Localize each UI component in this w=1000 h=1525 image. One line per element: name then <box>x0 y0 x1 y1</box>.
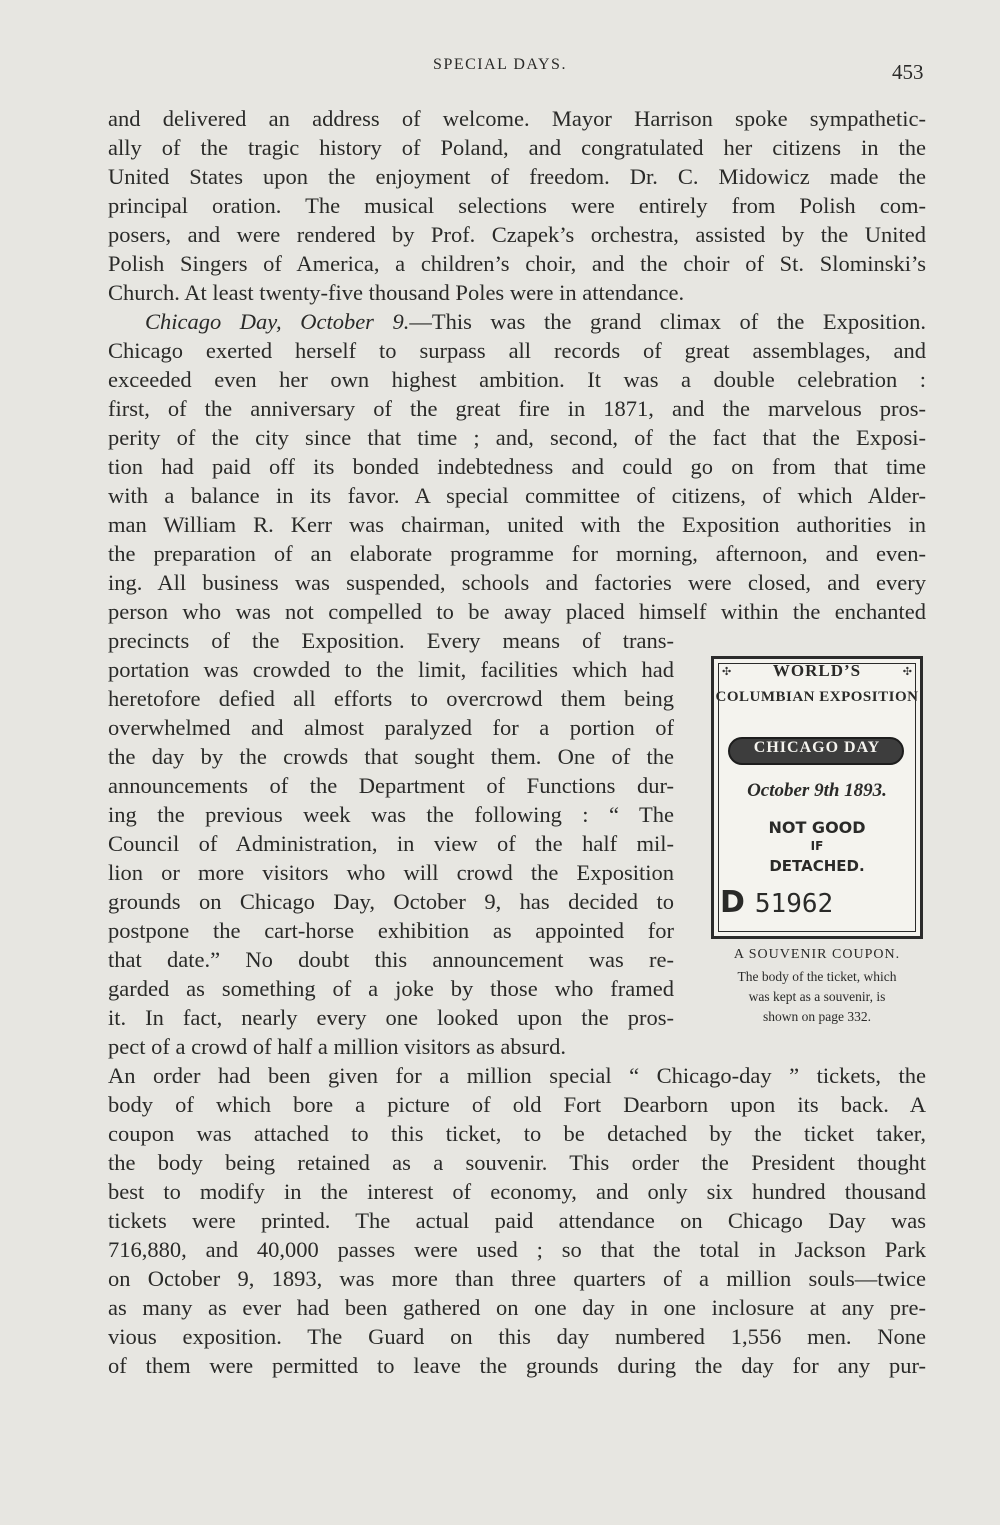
running-head: SPECIAL DAYS. <box>433 56 567 73</box>
text-line: perity of the city since that time ; and, second, of the fact that the Exposi- <box>108 425 926 450</box>
text-line: ing. All business was suspended, schools and factories were closed, and every <box>108 570 926 595</box>
caption-line: The body of the ticket, which <box>737 969 897 984</box>
coupon-serial <box>720 885 910 920</box>
text-line: the body being retained as a souvenir. This order the President thought <box>108 1150 926 1175</box>
text-line: overwhelmed and almost paralyzed for a portion of <box>108 715 674 740</box>
text-line: grounds on Chicago Day, October 9, has decided to <box>108 889 674 914</box>
text-line: man William R. Kerr was chairman, united with the Exposition authorities in <box>108 512 926 537</box>
chicago-day-heading: Chicago Day, October 9. <box>145 309 410 334</box>
caption-line: was kept as a souvenir, is <box>748 989 886 1004</box>
text-line: Chicago exerted herself to surpass all records of great assemblages, and <box>108 338 926 363</box>
text-line: it. In fact, nearly every one looked upon the pros- <box>108 1005 674 1030</box>
text-line: with a balance in its favor. A special committee of citizens, of which Alder- <box>108 483 926 508</box>
text-line: of them were permitted to leave the grounds during the day for any pur- <box>108 1353 926 1378</box>
text-line: person who was not compelled to be away placed himself within the enchanted <box>108 599 926 624</box>
corner-ornament-icon: ✣ <box>722 666 732 678</box>
text-line: ally of the tragic history of Poland, and congratulated her citizens in the <box>108 135 926 160</box>
page-number: 453 <box>892 60 924 84</box>
text-line: ing the previous week was the following : “ The <box>108 802 674 827</box>
coupon-serial-number: 51962 <box>754 889 834 919</box>
text-line: tion had paid off its bonded indebtedness and could go on from that time <box>108 454 926 479</box>
coupon-chicago-day: CHICAGO DAY <box>753 739 881 756</box>
text-line: Council of Administration, in view of the half mil- <box>108 831 674 856</box>
souvenir-coupon-figure <box>708 656 926 1027</box>
text-line: An order had been given for a million special “ Chicago-day ” tickets, the <box>108 1063 926 1088</box>
text-line: tickets were printed. The actual paid attendance on Chicago Day was <box>108 1208 926 1233</box>
chicago-day-lead: —This was the grand climax of the Exposition. <box>409 309 927 334</box>
text-line: 716,880, and 40,000 passes were used ; so that the total in Jackson Park <box>108 1237 926 1262</box>
text-line: best to modify in the interest of economy, and only six hundred thousand <box>108 1179 926 1204</box>
text-line: United States upon the enjoyment of freedom. Dr. C. Midowicz made the <box>108 164 926 189</box>
text-line: pect of a crowd of half a million visitors as absurd. <box>108 1034 567 1059</box>
text-line: heretofore defied all efforts to overcrowd them being <box>108 686 674 711</box>
text-line: announcements of the Department of Functions dur- <box>108 773 674 798</box>
text-line: principal oration. The musical selections were entirely from Polish com- <box>108 193 926 218</box>
text-line: first, of the anniversary of the great fire in 1871, and the marvelous pros- <box>108 396 926 421</box>
text-line: Church. At least twenty-five thousand Poles were in attendance. <box>108 280 685 305</box>
text-line: the preparation of an elaborate programme for morning, afternoon, and even- <box>108 541 926 566</box>
text-line: lion or more visitors who will crowd the Exposition <box>108 860 674 885</box>
coupon-exposition: COLUMBIAN EXPOSITION <box>715 689 919 705</box>
text-line: coupon was attached to this ticket, to be detached by the ticket taker, <box>108 1121 926 1146</box>
coupon-detached: DETACHED. <box>769 857 865 875</box>
text-line: Polish Singers of America, a children’s choir, and the choir of St. Slominski’s <box>108 251 926 276</box>
coupon-worlds: WORLD’S <box>772 661 862 680</box>
text-line: and delivered an address of welcome. Mayor Harrison spoke sympathetic- <box>108 106 926 131</box>
coupon-serial-letter: D <box>720 885 745 920</box>
text-line: garded as something of a joke by those who framed <box>108 976 674 1001</box>
coupon-if: IF <box>810 839 824 853</box>
caption-line: shown on page 332. <box>763 1009 871 1024</box>
coupon-image <box>711 656 923 939</box>
text-line: as many as ever had been gathered on one day in one inclosure at any pre- <box>108 1295 926 1320</box>
text-line: body of which bore a picture of old Fort Dearborn upon its back. A <box>108 1092 926 1117</box>
coupon-not-good: NOT GOOD <box>768 818 866 837</box>
text-line: posers, and were rendered by Prof. Czapek’s orchestra, assisted by the United <box>108 222 926 247</box>
text-line: exceeded even her own highest ambition. It was a double celebration : <box>108 367 926 392</box>
figure-caption-body <box>708 967 926 1027</box>
text-line: the day by the crowds that sought them. One of the <box>108 744 674 769</box>
paragraph-start-line <box>108 307 926 336</box>
text-line: portation was crowded to the limit, facilities which had <box>108 657 674 682</box>
text-line: postpone the cart-horse exhibition as appointed for <box>108 918 674 943</box>
figure-caption-title: A SOUVENIR COUPON. <box>733 947 901 962</box>
text-line: on October 9, 1893, was more than three quarters of a million souls—twice <box>108 1266 926 1291</box>
corner-ornament-icon: ✣ <box>902 666 912 678</box>
text-line: that date.” No doubt this announcement was re- <box>108 947 674 972</box>
coupon-date: October 9th 1893. <box>747 780 887 801</box>
text-line: precincts of the Exposition. Every means of trans- <box>108 628 674 653</box>
text-line: vious exposition. The Guard on this day numbered 1,556 men. None <box>108 1324 926 1349</box>
